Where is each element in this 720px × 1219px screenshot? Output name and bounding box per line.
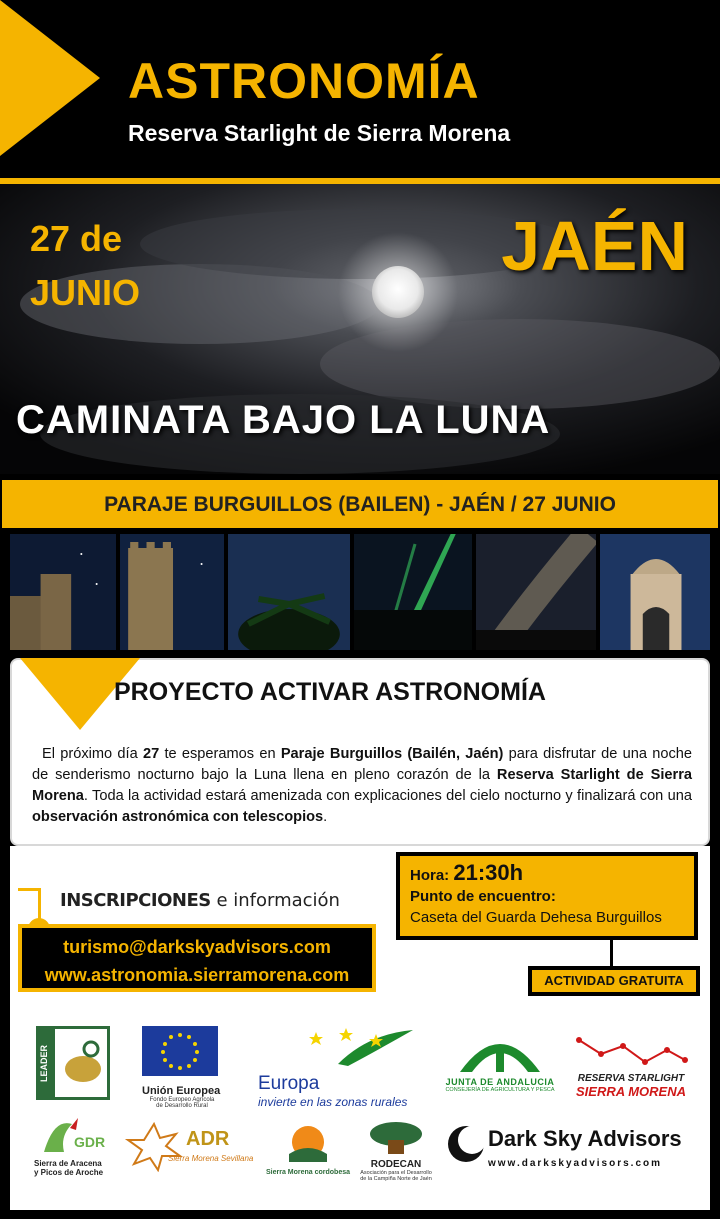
photo-castle [10,534,116,650]
free-badge: ACTIVIDAD GRATUITA [528,966,700,996]
gdr-logo: GDR Sierra de Aracena y Picos de Aroche [34,1118,114,1188]
photo-palm [228,534,350,650]
event-time: 21:30h [453,860,524,885]
eu-logo: Unión Europea Fondo Europeo Agrícola de Desarrollo Rural [142,1026,222,1106]
arrow-icon [0,0,100,156]
hero-banner [0,184,720,474]
header [0,0,720,178]
meeting-place: Caseta del Guarda Dehesa Burguillos [410,909,662,926]
page-subtitle: Reserva Starlight de Sierra Morena [128,120,511,146]
schedule-box [396,852,698,940]
photo-milky-way [476,534,596,650]
event-city: JAÉN [501,207,688,285]
junta-andalucia-logo: JUNTA DE ANDALUCIA CONSEJERÍA DE AGRICULTURA Y PESCA [440,1026,560,1106]
sierra-morena-cordobesa-logo: Sierra Morena cordobesa [258,1124,358,1184]
photo-strip [10,534,710,650]
rodecan-logo: RODECAN Asociación para el Desarrollo de la Campiña Norte de Jaén [356,1120,436,1190]
photo-laser [354,534,472,650]
registration-label: INSCRIPCIONES e información [60,890,340,911]
time-label: Hora: [410,867,450,884]
contact-email[interactable]: turismo@darkskyadvisors.com [63,937,331,957]
project-description: El próximo día 27 te esperamos en Paraje Burguillos (Bailén, Jaén) para disfrutar de una noche de senderismo nocturno bajo la Luna llena en pleno corazón de la Reserva Starlight de Sierra Morena. Toda la actividad estará amenizada con explicaciones del cielo nocturno y finalizará con una observación astronómica con telescopios. [32,746,692,825]
photo-observatory [600,534,710,650]
event-date: 27 de JUNIO [30,218,141,313]
contact-website[interactable]: www.astronomia.sierramorena.com [44,965,350,985]
starlight-logo: RESERVA STARLIGHT SIERRA MORENA [566,1032,696,1102]
adr-logo: ADR Sierra Morena Sevillana [124,1122,254,1182]
sponsor-logos [10,1010,710,1210]
project-title: PROYECTO ACTIVAR ASTRONOMÍA [114,678,546,706]
moon-icon [372,266,424,318]
project-info-panel [10,658,710,846]
page-title: ASTRONOMÍA [128,53,480,109]
europa-invierte-logo: Europa invierte en las zonas rurales [258,1024,428,1104]
photo-tower [120,534,224,650]
meeting-label: Punto de encuentro: [410,888,556,905]
event-title: CAMINATA BAJO LA LUNA [16,398,551,442]
contact-box [18,924,376,992]
location-bar: PARAJE BURGUILLOS (BAILEN) - JAÉN / 27 JUNIO [0,478,720,530]
dark-sky-advisors-logo: Dark Sky Advisors www.darkskyadvisors.com [442,1120,682,1190]
leader-logo: LEADER [36,1026,110,1100]
